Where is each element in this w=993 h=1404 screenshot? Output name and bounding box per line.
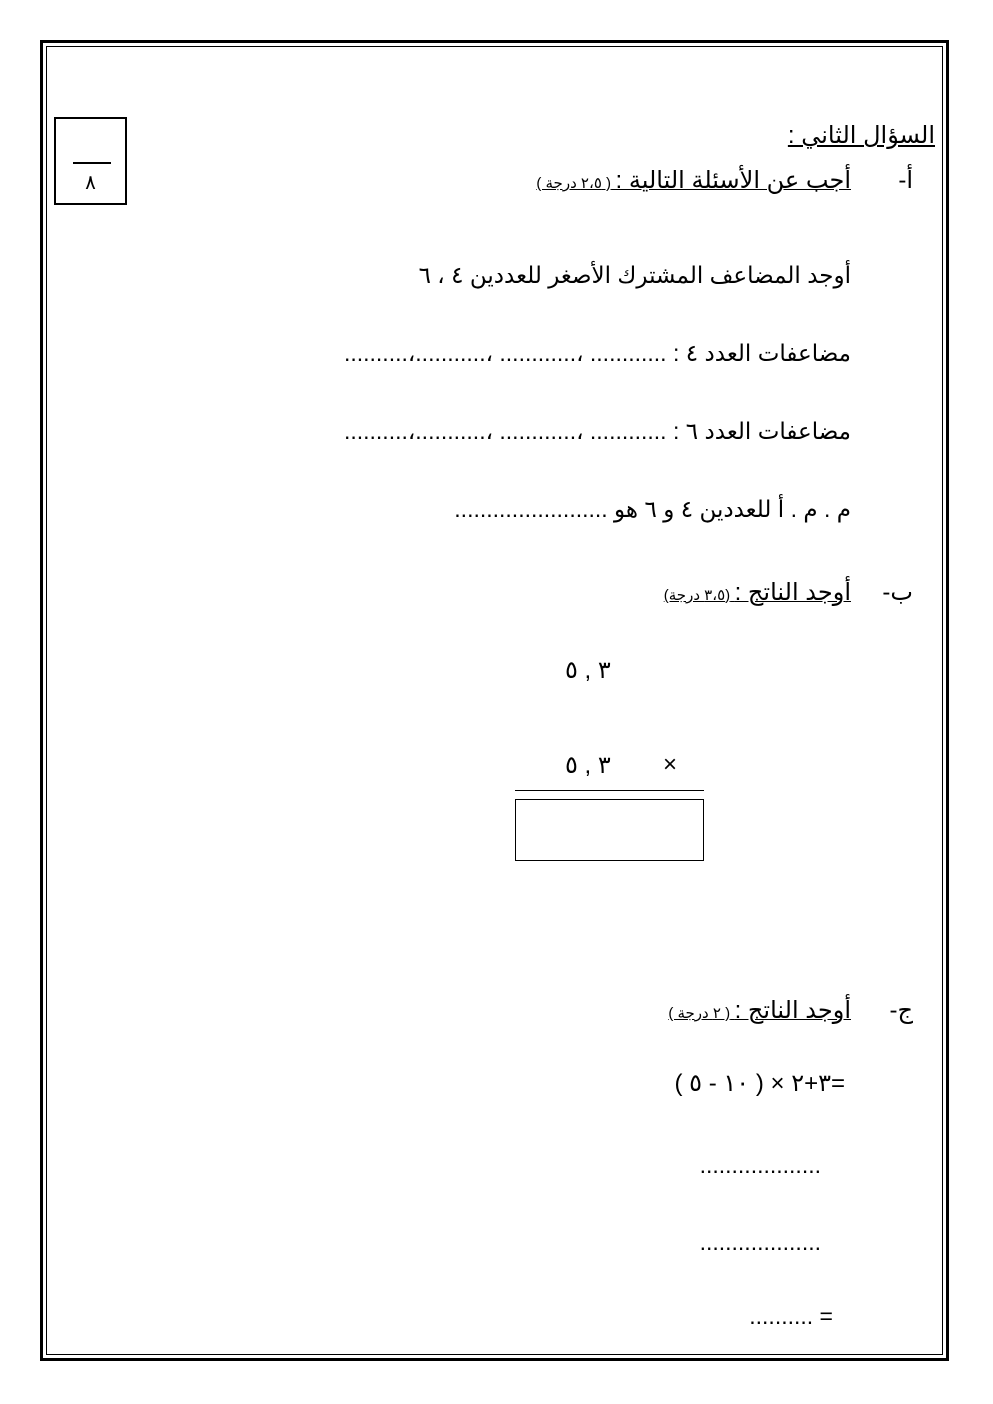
order-of-operations-expression: ( ١٠ - ٥ ) × ٣+٢= bbox=[674, 1070, 845, 1097]
multiplication-operand-2: ٣ , ٥ bbox=[565, 752, 611, 779]
part-b-letter: ب- bbox=[882, 579, 913, 606]
score-box bbox=[54, 117, 127, 205]
part-a-grade: ( ٢،٥ درجة ) bbox=[536, 175, 612, 192]
multiplication-answer-box[interactable] bbox=[515, 799, 704, 861]
multiplication-sign: × bbox=[663, 751, 678, 778]
multiples-of-6-line: مضاعفات العدد ٦ : ............ ،............ ،...........،.......... bbox=[343, 418, 851, 444]
part-b-grade: (٣،٥ درجة) bbox=[663, 587, 731, 604]
multiplication-operand-1: ٣ , ٥ bbox=[565, 657, 611, 684]
part-c-heading: أوجد الناتج : bbox=[734, 997, 851, 1024]
score-total: ٨ bbox=[85, 172, 96, 194]
part-a-header bbox=[536, 166, 851, 195]
part-a-heading: أجب عن الأسئلة التالية : bbox=[615, 167, 851, 194]
lcm-answer-line: م . م . أ للعددين ٤ و ٦ هو ........................ bbox=[454, 496, 851, 522]
part-b-heading: أوجد الناتج : bbox=[734, 579, 851, 606]
work-line-1[interactable]: ................... bbox=[699, 1152, 821, 1178]
final-answer-line[interactable]: .......... = bbox=[749, 1303, 833, 1329]
score-fraction-line bbox=[73, 162, 111, 164]
work-line-2[interactable]: ................... bbox=[699, 1229, 821, 1255]
part-b-header bbox=[664, 578, 851, 607]
part-c-letter: ج- bbox=[889, 997, 913, 1024]
multiplication-rule bbox=[515, 790, 704, 791]
question-title: السؤال الثاني : bbox=[787, 122, 935, 149]
part-c-header bbox=[668, 996, 851, 1025]
part-a-prompt: أوجد المضاعف المشترك الأصغر للعددين ٤ ، ٦ bbox=[418, 262, 851, 288]
part-c-grade: ( ٢ درجة ) bbox=[668, 1005, 731, 1022]
multiples-of-4-line: مضاعفات العدد ٤ : ............ ،............ ،...........،.......... bbox=[343, 340, 851, 366]
part-a-letter: أ- bbox=[898, 167, 913, 194]
